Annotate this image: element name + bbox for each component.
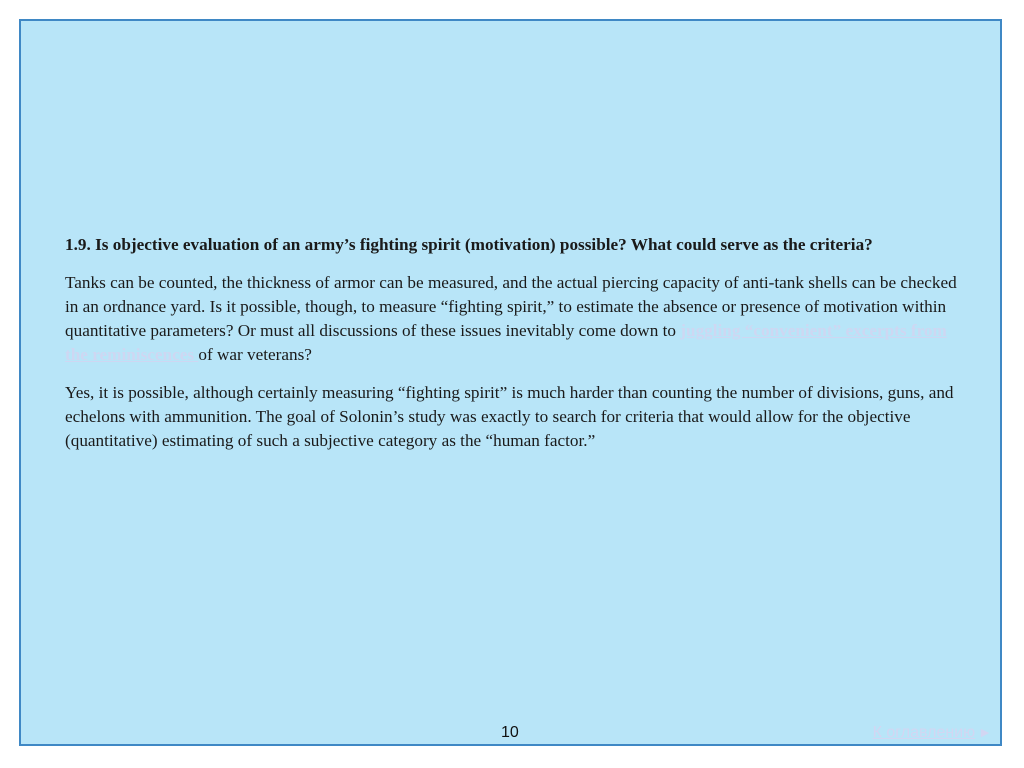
toc-link-label: К оглавлению [872, 724, 976, 741]
section-heading: 1.9. Is objective evaluation of an army’s fighting spirit (motivation) possible? What could serve as the criteria? [65, 235, 873, 254]
paragraph-1-text-after: of war veterans? [198, 345, 312, 364]
reminiscences-link[interactable]: juggling “convenient” excerpts from the reminiscences [65, 321, 947, 364]
paragraph-2: Yes, it is possible, although certainly measuring “fighting spirit” is much harder than counting the number of divisions, guns, and echelons with ammunition. The goal of Solonin’s study was exactly to search for criteria that would allow for the objective (quantitative) estimating of such a subjective category as the “human factor.” [65, 383, 954, 450]
paragraph-1-text-before: Tanks can be counted, the thickness of armor can be measured, and the actual piercing capacity of anti-tank shells can be checked in an ordnance yard. Is it possible, though, to measure “fighting spirit,” to estimate the absence or presence of motivation within quantitative parameters? Or must all discussions of these issues inevitably come down to [65, 273, 957, 340]
page-number: 10 [501, 724, 519, 741]
slide [19, 19, 1002, 746]
table-of-contents-link[interactable] [873, 724, 992, 742]
paragraph-1 [65, 271, 965, 367]
content [65, 233, 965, 467]
right-arrow-icon: ► [978, 724, 992, 740]
